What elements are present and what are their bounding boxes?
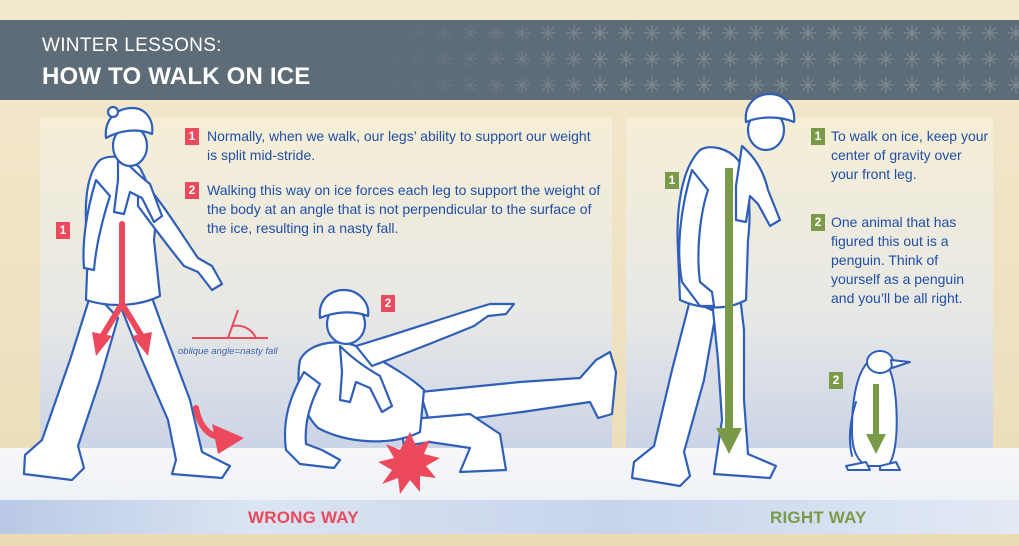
right-way-label: RIGHT WAY xyxy=(770,508,867,527)
walking-man-illustration xyxy=(632,94,794,486)
right-note-1-number: 1 xyxy=(811,128,825,145)
oblique-angle-diagram xyxy=(192,310,268,338)
page-title: HOW TO WALK ON ICE xyxy=(42,63,311,90)
right-note-1-text: To walk on ice, keep your center of gravity over your front leg. xyxy=(831,128,989,182)
wrong-way-label: WRONG WAY xyxy=(248,508,359,527)
right-note-2-text: One animal that has figured this out is a penguin. Think of yourself as a penguin and you’ll be all right. xyxy=(831,214,965,306)
right-note-2-number: 2 xyxy=(811,214,825,231)
wrong-note-1-number: 1 xyxy=(185,128,199,145)
wrong-note-2-number: 2 xyxy=(185,182,199,199)
wrong-figure-marker-2: 2 xyxy=(381,295,395,312)
wrong-note-2-text: Walking this way on ice forces each leg to support the weight of the body at an angle that is not perpendicular to the surface of the ice, resulting in a nasty fall. xyxy=(207,182,601,236)
right-figure-marker-2: 2 xyxy=(829,372,843,389)
header-kicker: WINTER LESSONS: xyxy=(42,35,222,56)
wrong-figure-marker-1: 1 xyxy=(56,222,70,239)
right-figure-marker-1: 1 xyxy=(665,172,679,189)
falling-man-illustration xyxy=(285,290,616,472)
wrong-note-1-text: Normally, when we walk, our legs’ ability to support our weight is split mid-stride. xyxy=(207,128,591,163)
angle-caption: oblique angle=nasty fall xyxy=(178,346,278,357)
